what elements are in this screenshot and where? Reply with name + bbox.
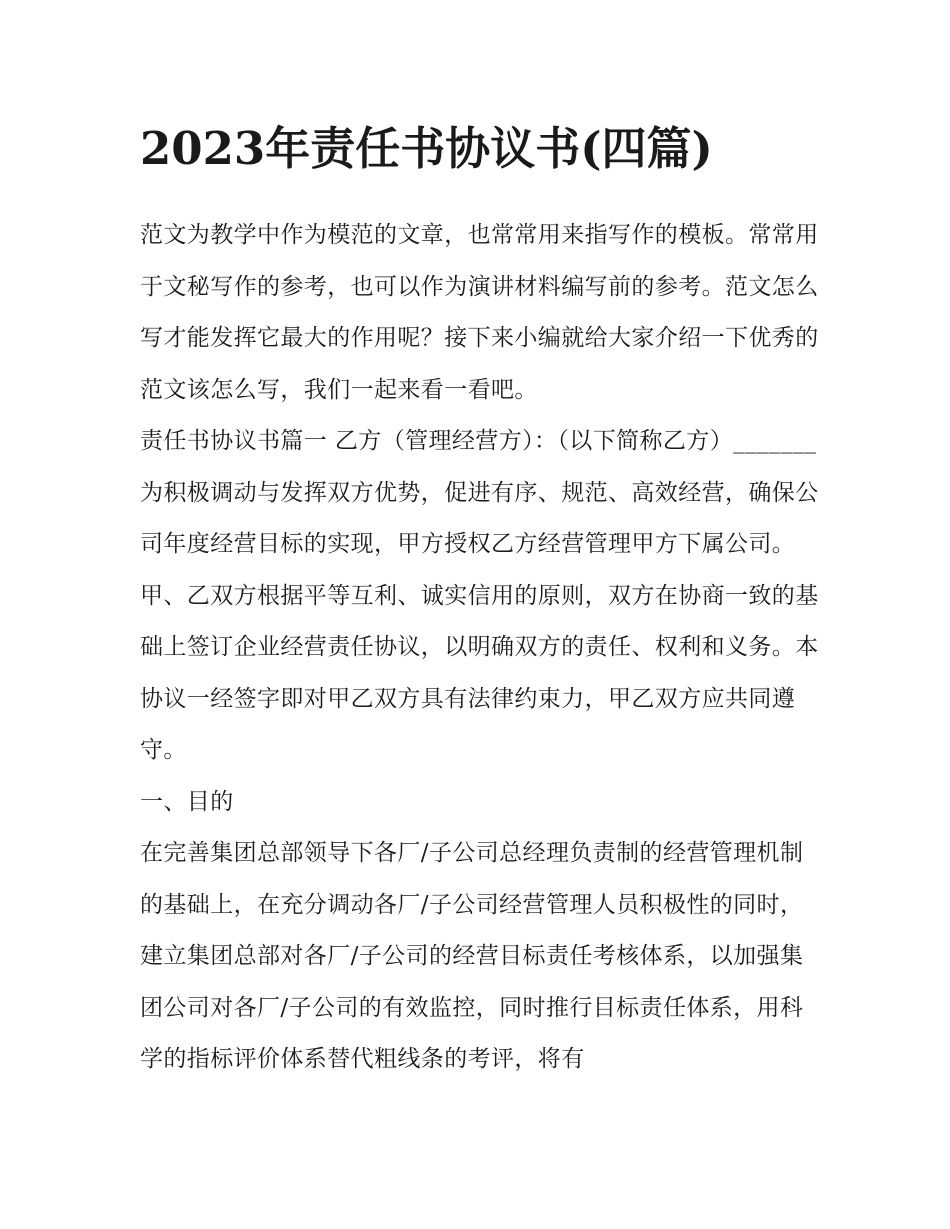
document-page [140,118,820,1086]
intro-paragraph: 范文为教学中作为模范的文章，也常常用来指写作的模板。常常用于文秘写作的参考，也可以作为演讲材料编写前的参考。范文怎么写才能发挥它最大的作用呢？接下来小编就给大家介绍一下优秀的范文该怎么写，我们一起来看一看吧。 [140,222,819,403]
section-one-heading: 一、目的 [140,788,234,815]
document-title: 2023年责任书协议书(四篇) [140,122,713,175]
section-one-body: 在完善集团总部领导下各厂/子公司总经理负责制的经营管理机制的基础上，在充分调动各厂/子公司经营管理人员积极性的同时，建立集团总部对各厂/子公司的经营目标责任考核体系，以加强集团公司对各厂/子公司的有效监控，同时推行目标责任体系，用科学的指标评价体系替代粗线条的考评，将有 [140,840,804,1072]
section-heading-paragraph: 责任书协议书篇一 乙方（管理经营方）：（以下简称乙方）_______ [140,428,817,454]
agreement-purpose-paragraph: 为积极调动与发挥双方优势，促进有序、规范、高效经营，确保公司年度经营目标的实现，甲方授权乙方经营管理甲方下属公司。甲、乙双方根据平等互利、诚实信用的原则，双方在协商一致的基础上签订企业经营责任协议，以明确双方的责任、权利和义务。本协议一经签字即对甲乙双方具有法律约束力，甲乙双方应共同遵守。 [140,479,819,763]
